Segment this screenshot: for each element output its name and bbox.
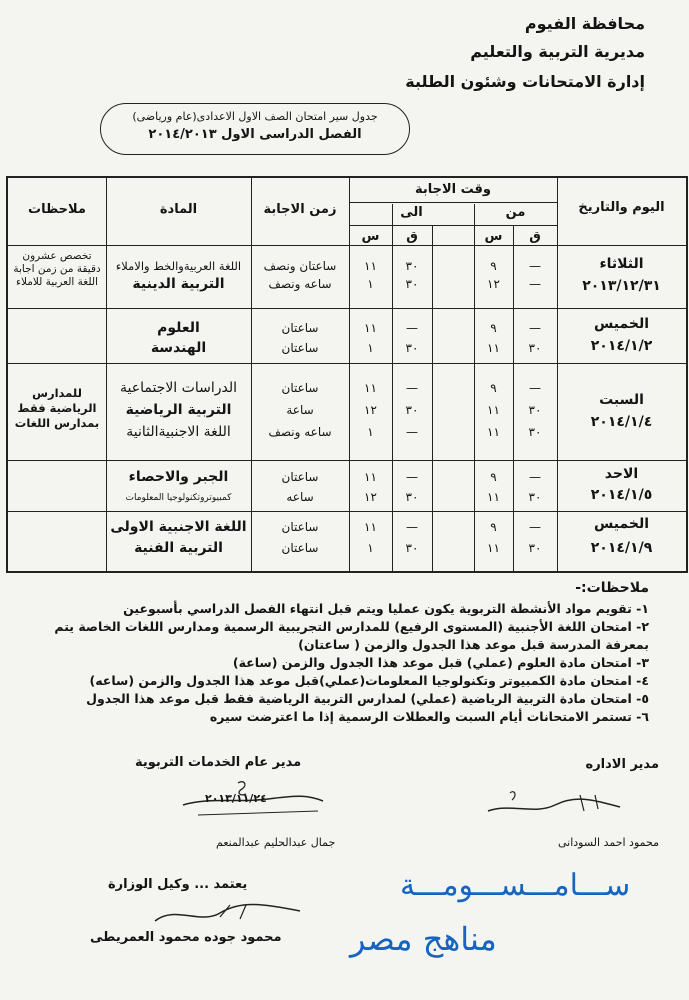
- header-notes: ملاحظات: [28, 202, 86, 217]
- from-hour: ٩: [490, 470, 497, 484]
- notes-title: ملاحظات:-: [575, 580, 649, 596]
- to-minutes: —: [406, 381, 418, 395]
- to-hour: ١: [367, 541, 374, 555]
- note-item: ٢- امتحان اللغة الأجنبية (المستوى الرفيع) للمدارس التجريبية الرسمية ومدارس اللغات الخاصة يتم: [54, 619, 649, 634]
- row-note: للمدارس الرياضية فقط بمدارس اللغات: [14, 386, 100, 430]
- from-hour: ١١: [487, 425, 500, 439]
- duration: ساعه ونصف: [268, 425, 332, 439]
- term-title: الفصل الدراسى الاول ٢٠١٤/٢٠١٣: [148, 127, 362, 142]
- from-hour: ١١: [487, 490, 500, 504]
- subject: التربية الفنية: [134, 540, 223, 556]
- to-minutes: ٣٠: [405, 277, 419, 291]
- from-hour: ١١: [487, 541, 500, 555]
- services-director-name: جمال عبدالحليم عبدالمنعم: [216, 836, 336, 849]
- from-hour: ٩: [490, 520, 497, 534]
- watermark-line2: مناهج مصر: [350, 920, 497, 958]
- admin-director-title: مدير الاداره: [585, 757, 659, 772]
- header-subject: المادة: [159, 202, 198, 217]
- to-hour: ١١: [364, 381, 377, 395]
- from-hour: ٩: [490, 381, 497, 395]
- to-minutes: ٣٠: [405, 403, 419, 417]
- subject: اللغة الاجنبيةالثانية: [126, 424, 231, 440]
- day-name: الخميس: [593, 516, 650, 532]
- header-from-q: ق: [529, 229, 541, 244]
- subject: الهندسة: [150, 340, 207, 356]
- from-hour: ٩: [490, 321, 497, 335]
- subject: اللغة الاجنبية الاولى: [110, 519, 247, 535]
- to-hour: ١٢: [364, 403, 377, 417]
- header-from-s: س: [484, 229, 503, 244]
- from-minutes: ٣٠: [528, 403, 542, 417]
- subject: كمبيوتروتكنولوجيا المعلومات: [125, 493, 232, 503]
- exam-schedule-table: [6, 176, 688, 573]
- schedule-title-box: [100, 103, 410, 155]
- from-minutes: ٣٠: [528, 490, 542, 504]
- to-hour: ١٢: [364, 490, 377, 504]
- to-minutes: —: [406, 520, 418, 534]
- duration: ساعه: [286, 490, 314, 504]
- to-hour: ١١: [364, 321, 377, 335]
- from-hour: ١١: [487, 341, 500, 355]
- schedule-title: جدول سير امتحان الصف الاول الاعدادى(عام ورياضى): [132, 110, 378, 123]
- from-minutes: —: [529, 321, 541, 335]
- day-name: الثلاثاء: [599, 256, 644, 272]
- header-to-s: س: [361, 229, 380, 244]
- header-duration: زمن الاجابة: [263, 202, 337, 217]
- to-hour: ١: [367, 277, 374, 291]
- header-answer-time: وقت الاجابة: [414, 182, 492, 197]
- from-hour: ٩: [490, 259, 497, 273]
- header-day-date: اليوم والتاريخ: [578, 200, 665, 215]
- subject: التربية الرياضية: [125, 402, 232, 418]
- to-minutes: ٣٠: [405, 341, 419, 355]
- duration: ساعة: [286, 403, 314, 417]
- duration: ساعتان: [281, 520, 319, 534]
- from-hour: ١١: [487, 403, 500, 417]
- to-hour: ١١: [364, 259, 377, 273]
- to-hour: ١: [367, 425, 374, 439]
- duration: ساعتان: [281, 470, 319, 484]
- subject: اللغة العربيةوالخط والاملاء: [115, 259, 242, 273]
- day-date: ٢٠١٤/١/٥: [590, 487, 653, 503]
- from-minutes: ٣٠: [528, 341, 542, 355]
- note-item: ١- تقويم مواد الأنشطة التربوية يكون عمليا ويتم قبل انتهاء الفصل الدراسي بأسبوعين: [123, 601, 649, 616]
- to-minutes: —: [406, 425, 418, 439]
- undersecretary-signature: [150, 895, 310, 935]
- to-hour: ١١: [364, 520, 377, 534]
- services-director-date: ٢٠١٣/١١/٢٤: [205, 792, 267, 805]
- note-item: ٣- امتحان مادة العلوم (عملي) قبل موعد هذا الجدول والزمن (ساعة): [232, 655, 649, 670]
- undersecretary-name: محمود جوده محمود العمريطى: [90, 930, 282, 945]
- admin-director-signature: [480, 785, 630, 825]
- note-item: بمعرفة المدرسة قبل موعد هذا الجدول والزمن ( ساعتان): [298, 637, 649, 652]
- note-item: ٤- امتحان مادة الكمبيوتر وتكنولوجيا المعلومات(عملي)قبل موعد هذا الجدول والزمن (ساعه): [89, 673, 649, 688]
- to-hour: ١١: [364, 470, 377, 484]
- watermark-line1: ســـامـــســـومـــة: [400, 868, 631, 903]
- note-item: ٦- تستمر الامتحانات أيام السبت والعطلات الرسمية إذا ما اعترضت سيره: [209, 709, 649, 724]
- duration: ساعتان ونصف: [263, 259, 337, 273]
- subject: التربية الدينية: [132, 276, 225, 292]
- row-note: تخصص عشرون دقيقة من زمن اجابة اللغة العربية للاملاء: [13, 250, 101, 288]
- day-date: ٢٠١٤/١/٩: [590, 540, 653, 556]
- to-minutes: —: [406, 470, 418, 484]
- day-name: السبت: [599, 392, 644, 408]
- to-hour: ١: [367, 341, 374, 355]
- services-director-title: مدير عام الخدمات التربوية: [135, 755, 302, 770]
- from-minutes: —: [529, 470, 541, 484]
- day-date: ٢٠١٣/١٢/٣١: [582, 278, 661, 294]
- subject: الجبر والاحصاء: [128, 469, 229, 485]
- from-minutes: ٣٠: [528, 541, 542, 555]
- to-minutes: ٣٠: [405, 541, 419, 555]
- from-minutes: —: [529, 277, 541, 291]
- day-date: ٢٠١٤/١/٤: [590, 414, 653, 430]
- subject: العلوم: [157, 320, 200, 336]
- note-item: ٥- امتحان مادة التربية الرياضية (عملي) لمدارس التربية الرياضية فقط قبل موعد هذا الجدول: [86, 691, 649, 706]
- from-minutes: ٣٠: [528, 425, 542, 439]
- duration: ساعتان: [281, 381, 319, 395]
- header-from: من: [505, 205, 526, 220]
- to-minutes: ٣٠: [405, 259, 419, 273]
- from-minutes: —: [529, 259, 541, 273]
- admin-director-name: محمود احمد السودانى: [557, 836, 659, 849]
- duration: ساعه ونصف: [268, 277, 332, 291]
- duration: ساعتان: [281, 321, 319, 335]
- governorate-title: محافظة الفيوم: [524, 14, 645, 33]
- approval-title: يعتمد ... وكيل الوزارة: [108, 877, 248, 892]
- from-hour: ١٢: [487, 277, 500, 291]
- department-title: إدارة الامتحانات وشئون الطلبة: [405, 72, 645, 91]
- duration: ساعتان: [281, 541, 319, 555]
- from-minutes: —: [529, 520, 541, 534]
- duration: ساعتان: [281, 341, 319, 355]
- notes-section: [29, 580, 649, 726]
- to-minutes: ٣٠: [405, 490, 419, 504]
- day-date: ٢٠١٤/١/٢: [590, 338, 653, 354]
- day-name: الاحد: [604, 466, 639, 482]
- to-minutes: —: [406, 321, 418, 335]
- day-name: الخميس: [593, 316, 650, 332]
- header-to-q: ق: [406, 229, 418, 244]
- header-to: الى: [400, 205, 423, 220]
- from-minutes: —: [529, 381, 541, 395]
- subject: الدراسات الاجتماعية: [120, 380, 237, 396]
- directorate-title: مديرية التربية والتعليم: [470, 42, 645, 61]
